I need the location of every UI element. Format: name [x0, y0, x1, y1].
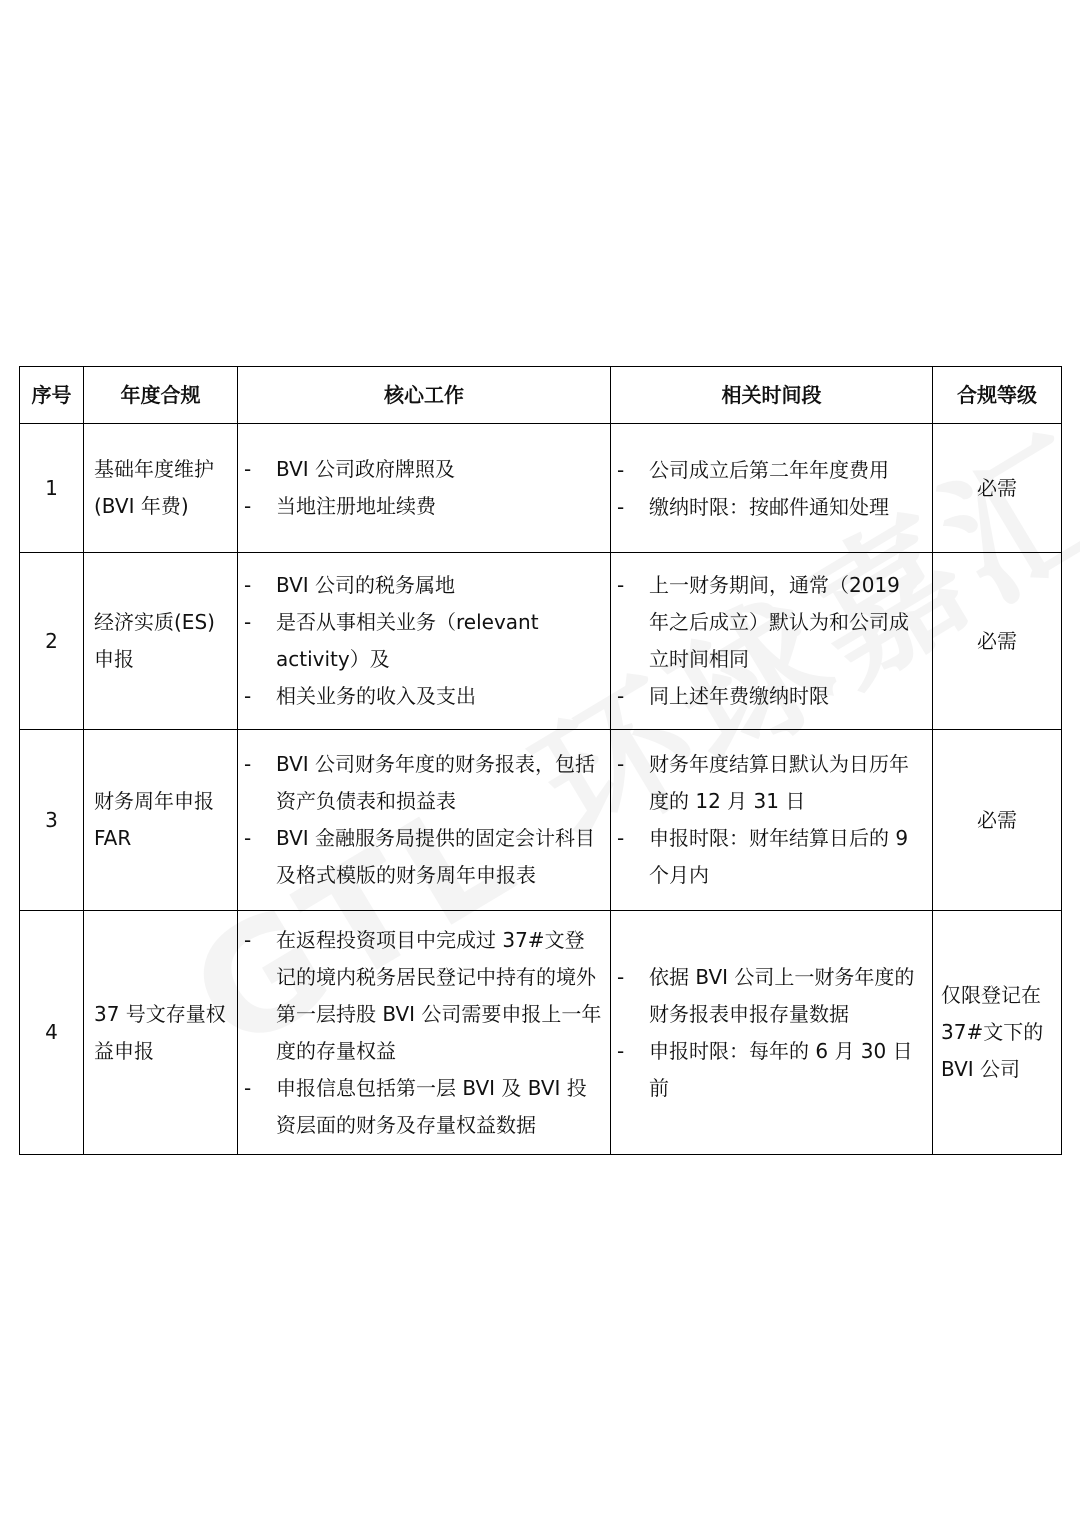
row-seq: 3 — [20, 730, 84, 911]
period-item: - 同上述年费缴纳时限 — [611, 678, 932, 715]
row-annual-compliance: 基础年度维护(BVI 年费) — [84, 424, 238, 553]
row-time-period — [611, 911, 933, 1155]
header-time-period: 相关时间段 — [611, 367, 933, 424]
row-annual-compliance: 经济实质(ES)申报 — [84, 553, 238, 730]
row-core-work — [238, 424, 611, 553]
period-item: - 依据 BVI 公司上一财务年度的财务报表申报存量数据 — [611, 959, 932, 1033]
core-work-item: - BVI 公司的税务属地 — [238, 567, 610, 604]
period-item: - 上一财务期间，通常（2019 年之后成立）默认为和公司成立时间相同 — [611, 567, 932, 678]
row-seq: 4 — [20, 911, 84, 1155]
row-core-work — [238, 553, 611, 730]
period-item: - 公司成立后第二年年度费用 — [611, 452, 932, 489]
core-work-item: - BVI 公司财务年度的财务报表，包括资产负债表和损益表 — [238, 746, 610, 820]
period-item: - 缴纳时限：按邮件通知处理 — [611, 489, 932, 526]
row-time-period — [611, 424, 933, 553]
period-item: - 申报时限：财年结算日后的 9 个月内 — [611, 820, 932, 894]
row-annual-compliance: 37 号文存量权益申报 — [84, 911, 238, 1155]
row-compliance-level: 必需 — [933, 730, 1062, 911]
header-annual-compliance: 年度合规 — [84, 367, 238, 424]
core-work-item: - 申报信息包括第一层 BVI 及 BVI 投资层面的财务及存量权益数据 — [238, 1070, 610, 1144]
core-work-item: - 相关业务的收入及支出 — [238, 678, 610, 715]
row-compliance-level: 必需 — [933, 553, 1062, 730]
period-item: - 申报时限：每年的 6 月 30 日前 — [611, 1033, 932, 1107]
row-annual-compliance: 财务周年申报 FAR — [84, 730, 238, 911]
table-row — [20, 424, 1062, 553]
row-time-period — [611, 730, 933, 911]
compliance-table — [19, 366, 1062, 1155]
row-core-work — [238, 911, 611, 1155]
row-time-period — [611, 553, 933, 730]
row-core-work — [238, 730, 611, 911]
row-seq: 2 — [20, 553, 84, 730]
core-work-item: - 是否从事相关业务（relevant activity）及 — [238, 604, 610, 678]
row-seq: 1 — [20, 424, 84, 553]
table-row — [20, 911, 1062, 1155]
core-work-item: - BVI 公司政府牌照及 — [238, 451, 610, 488]
row-compliance-level: 必需 — [933, 424, 1062, 553]
table-header-row — [20, 367, 1062, 424]
core-work-item: - 当地注册地址续费 — [238, 488, 610, 525]
header-compliance-level: 合规等级 — [933, 367, 1062, 424]
row-compliance-level: 仅限登记在37#文下的BVI 公司 — [933, 911, 1062, 1155]
core-work-item: - BVI 金融服务局提供的固定会计科目及格式模版的财务周年申报表 — [238, 820, 610, 894]
header-core-work: 核心工作 — [238, 367, 611, 424]
header-seq: 序号 — [20, 367, 84, 424]
period-item: - 财务年度结算日默认为日历年度的 12 月 31 日 — [611, 746, 932, 820]
table-row — [20, 730, 1062, 911]
table-row — [20, 553, 1062, 730]
core-work-item: - 在返程投资项目中完成过 37#文登记的境内税务居民登记中持有的境外第一层持股 BVI 公司需要申报上一年度的存量权益 — [238, 922, 610, 1070]
